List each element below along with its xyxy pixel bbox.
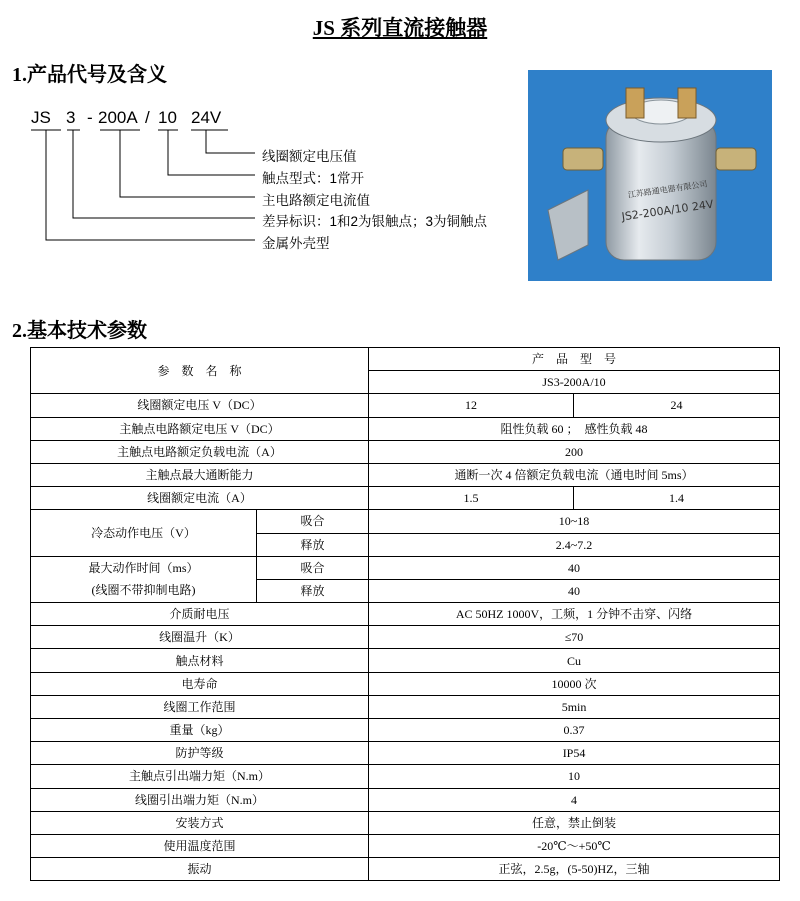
cell-value: 12 — [369, 394, 574, 417]
sub-label: 释放 — [257, 579, 369, 602]
table-row — [31, 742, 780, 765]
table-row — [31, 463, 780, 486]
row-label: 线圈额定电压 V（DC） — [31, 394, 369, 417]
table-row — [31, 695, 780, 718]
code-part-voltage: 24V — [191, 108, 222, 127]
table-row — [31, 649, 780, 672]
cell-value: 任意，禁止倒装 — [369, 811, 780, 834]
row-label: 主触点最大通断能力 — [31, 463, 369, 486]
row-label: 重量（kg） — [31, 719, 369, 742]
model-value: JS3-200A/10 — [369, 371, 780, 394]
row-label: 冷态动作电压（V） — [31, 510, 257, 556]
section-heading-code: 1.产品代号及含义 — [12, 64, 167, 86]
meaning-coil-voltage: 线圈额定电压值 — [262, 149, 357, 164]
section-heading-params: 2.基本技术参数 — [12, 320, 147, 342]
cell-value: 4 — [369, 788, 780, 811]
code-part-dash: - — [87, 108, 93, 127]
table-row — [31, 556, 780, 579]
table-row — [31, 417, 780, 440]
table-row — [31, 440, 780, 463]
table-row — [31, 626, 780, 649]
sub-label: 吸合 — [257, 556, 369, 579]
cell-value: -20℃～+50℃ — [369, 834, 780, 857]
cell-value: 2.4~7.2 — [369, 533, 780, 556]
cell-value: 0.37 — [369, 719, 780, 742]
meaning-contact-type: 触点型式：1常开 — [262, 171, 365, 186]
row-label: 线圈引出端力矩（N.m） — [31, 788, 369, 811]
meaning-main-current: 主电路额定电流值 — [262, 193, 370, 208]
table-row — [31, 719, 780, 742]
cell-value: 正弦，2.5g，(5-50)HZ，三轴 — [369, 858, 780, 881]
table-row — [31, 510, 780, 533]
row-label: 主触点电路额定负载电流（A） — [31, 440, 369, 463]
cell-value: 40 — [369, 579, 780, 602]
cell-value: 阻性负载 60 ； 感性负载 48 — [369, 417, 780, 440]
code-part-contact: 10 — [158, 108, 177, 127]
cell-value: 200 — [369, 440, 780, 463]
table-row — [31, 603, 780, 626]
cell-value: 40 — [369, 556, 780, 579]
table-row — [31, 487, 780, 510]
sub-label: 释放 — [257, 533, 369, 556]
cell-value: 10~18 — [369, 510, 780, 533]
meaning-difference: 差异标识：1和2为银触点；3为铜触点 — [262, 214, 488, 229]
row-label: 主触点引出端力矩（N.m） — [31, 765, 369, 788]
row-label: 线圈额定电流（A） — [31, 487, 369, 510]
cell-value: IP54 — [369, 742, 780, 765]
row-label: 线圈温升（K） — [31, 626, 369, 649]
row-label: 触点材料 — [31, 649, 369, 672]
photo-label-maker: 江苏路通电器有限公司 — [627, 179, 708, 200]
row-label: 电寿命 — [31, 672, 369, 695]
cell-value: 10 — [369, 765, 780, 788]
cell-value: 1.4 — [574, 487, 780, 510]
code-part-current: 200A — [98, 108, 138, 127]
row-label: 介质耐电压 — [31, 603, 369, 626]
row-label: 安装方式 — [31, 811, 369, 834]
table-row — [31, 811, 780, 834]
row-label-line1: 最大动作时间（ms） — [88, 561, 199, 576]
document-title: JS 系列直流接触器 — [312, 16, 488, 40]
param-name-header: 参 数 名 称 — [31, 348, 369, 394]
row-label — [31, 556, 257, 602]
sub-label: 吸合 — [257, 510, 369, 533]
cell-value: 通断一次 4 倍额定负载电流（通电时间 5ms） — [369, 463, 780, 486]
row-label: 防护等级 — [31, 742, 369, 765]
table-row — [31, 672, 780, 695]
cell-value: Cu — [369, 649, 780, 672]
row-label: 线圈工作范围 — [31, 695, 369, 718]
cell-value: 1.5 — [369, 487, 574, 510]
cell-value: AC 50HZ 1000V，工频，1 分钟不击穿、闪络 — [369, 603, 780, 626]
product-photo — [528, 70, 772, 281]
table-row — [31, 858, 780, 881]
model-header: 产 品 型 号 — [369, 348, 780, 371]
cell-value: 24 — [574, 394, 780, 417]
row-label-line2: (线圈不带抑制电路) — [91, 583, 196, 598]
table-row — [31, 765, 780, 788]
cell-value: 10000 次 — [369, 672, 780, 695]
row-label: 主触点电路额定电压 V（DC） — [31, 417, 369, 440]
cell-value: 5min — [369, 695, 780, 718]
table-row — [31, 348, 780, 371]
code-part-series: JS — [31, 108, 51, 127]
table-row — [31, 394, 780, 417]
row-label: 振动 — [31, 858, 369, 881]
cell-value: ≤70 — [369, 626, 780, 649]
code-part-variant: 3 — [66, 108, 76, 127]
photo-label-model: JS2-200A/10 24V — [620, 197, 715, 224]
code-part-slash: / — [145, 108, 150, 127]
row-label: 使用温度范围 — [31, 834, 369, 857]
parameter-table — [30, 347, 780, 881]
contactor-illustration — [528, 70, 772, 281]
table-row — [31, 834, 780, 857]
table-row — [31, 788, 780, 811]
meaning-metal-housing: 金属外壳型 — [262, 236, 330, 251]
